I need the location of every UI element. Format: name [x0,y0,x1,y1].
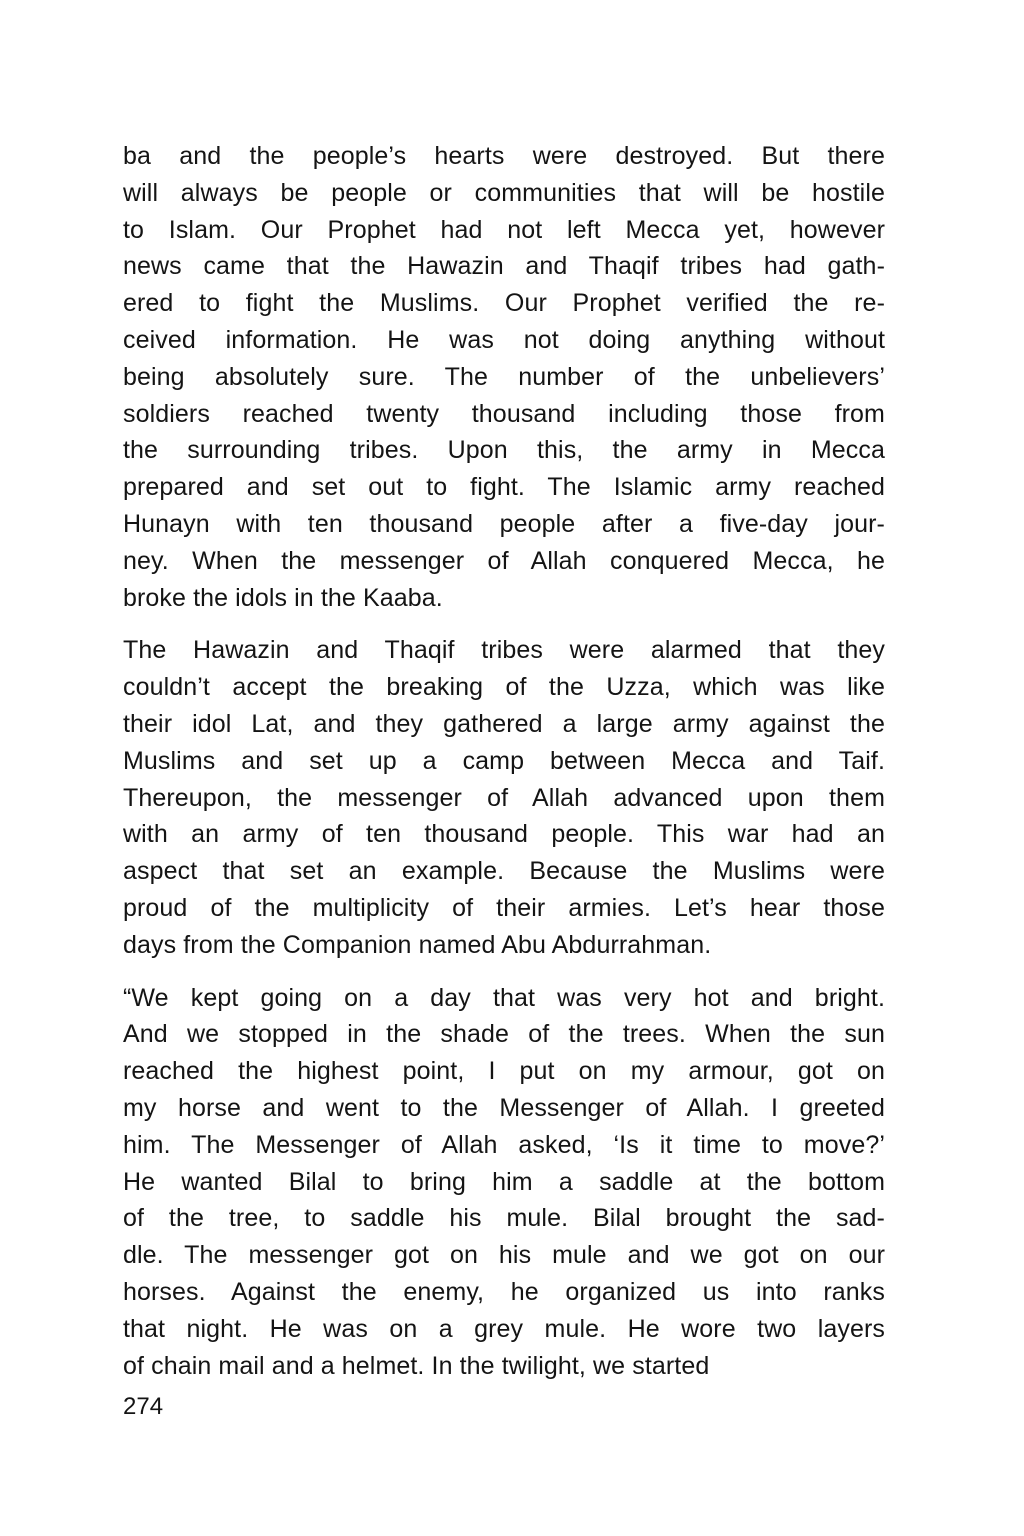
text-line: will always be people or communities that will be hostile [123,178,885,207]
text-line: And we stopped in the shade of the trees. When the sun [123,1020,885,1049]
text-line: reached the highest point, I put on my armour, got on [123,1057,885,1086]
text-line: horses. Against the enemy, he organized us into ranks [123,1277,885,1306]
text-line: The Hawazin and Thaqif tribes were alarmed that they [123,636,885,665]
text-line: my horse and went to the Messenger of Allah. I greeted [123,1093,885,1122]
text-line: ba and the people’s hearts were destroyed. But there [123,142,885,170]
text-line: proud of the multiplicity of their armies. Let’s hear those [123,893,885,922]
text-line: Thereupon, the messenger of Allah advanced upon them [123,783,885,812]
paragraph [123,632,885,963]
text-line: Hunayn with ten thousand people after a five-day jour- [123,509,885,538]
text-line: of the tree, to saddle his mule. Bilal brought the sad- [123,1204,885,1233]
text-line: that night. He was on a grey mule. He wore two layers [123,1314,885,1343]
text-line: ney. When the messenger of Allah conquered Mecca, he [123,546,885,575]
text-line: news came that the Hawazin and Thaqif tribes had gath- [123,252,885,281]
text-line: prepared and set out to fight. The Islamic army reached [123,473,885,502]
text-line: the surrounding tribes. Upon this, the army in Mecca [123,436,885,465]
text-line: of chain mail and a helmet. In the twilight, we started [123,1351,710,1380]
text-line: aspect that set an example. Because the Muslims were [123,857,885,886]
text-line: “We kept going on a day that was very hot and bright. [123,983,885,1012]
text-line: to Islam. Our Prophet had not left Mecca yet, however [123,215,885,244]
page-number: 274 [123,1393,164,1420]
text-line: He wanted Bilal to bring him a saddle at the bottom [123,1167,885,1196]
text-line: couldn’t accept the breaking of the Uzza, which was like [123,673,885,702]
paragraph [123,980,885,1385]
text-line: ered to fight the Muslims. Our Prophet verified the re- [123,289,885,318]
text-block [123,138,885,1400]
text-line: their idol Lat, and they gathered a large army against the [123,709,885,738]
text-line: dle. The messenger got on his mule and we got on our [123,1241,885,1270]
text-line: days from the Companion named Abu Abdurrahman. [123,930,712,959]
text-line: ceived information. He was not doing anything without [123,325,885,354]
text-line: being absolutely sure. The number of the unbelievers’ [123,362,885,391]
text-line: broke the idols in the Kaaba. [123,583,443,612]
text-line: with an army of ten thousand people. This war had an [123,820,885,849]
paragraph [123,138,885,616]
text-line: Muslims and set up a camp between Mecca and Taif. [123,746,885,775]
text-line: soldiers reached twenty thousand including those from [123,399,885,428]
text-line: him. The Messenger of Allah asked, ‘Is it time to move?’ [123,1130,885,1159]
